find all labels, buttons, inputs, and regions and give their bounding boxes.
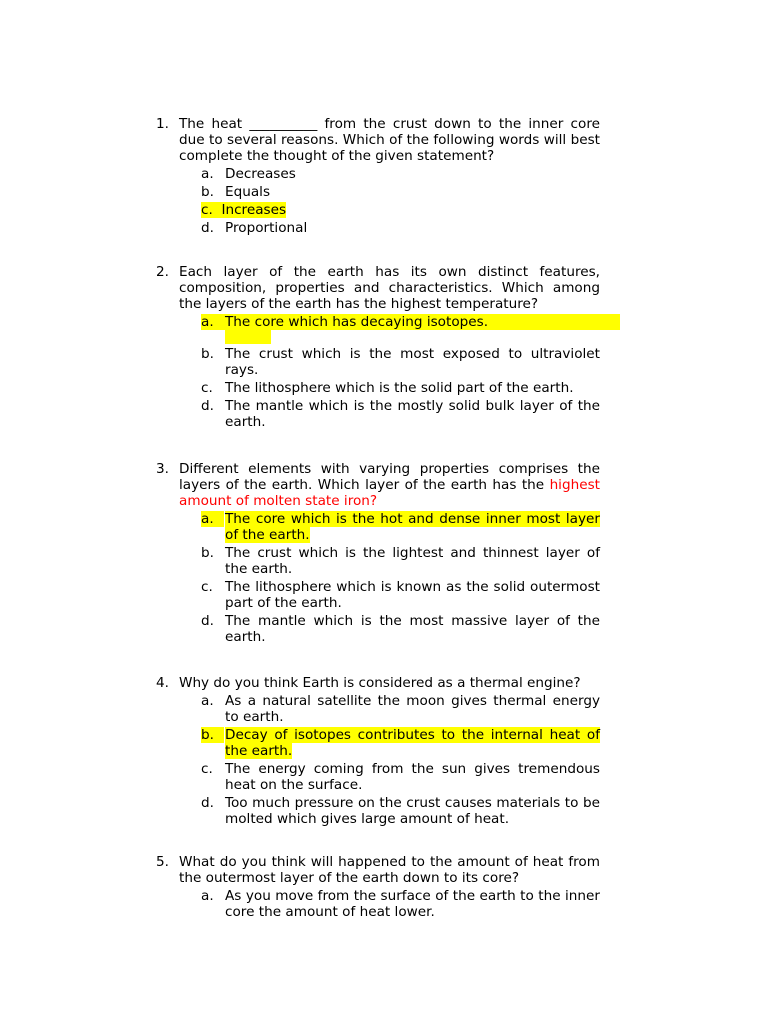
question-number: 5. [156, 854, 169, 870]
option-c: c. The lithosphere which is known as the solid outermost part of the earth. [201, 579, 600, 611]
options-list [201, 888, 600, 920]
option-c: c. The lithosphere which is the solid part of the earth. [201, 380, 574, 396]
option-b: b. The crust which is the lightest and thinnest layer of the earth. [201, 545, 600, 577]
option-text: The crust which is the lightest and thinnest layer of the earth. [225, 545, 600, 577]
option-a: a. As you move from the surface of the earth to the inner core the amount of heat lower. [201, 888, 600, 920]
red-emphasis-text: highest amount of molten state iron? [179, 477, 600, 509]
option-a-highlighted [201, 314, 600, 344]
question-text: Each layer of the earth has its own distinct features, composition, properties and characteristics. Which among the layers of the earth has the highest temperature? [179, 264, 600, 312]
option-text: As a natural satellite the moon gives thermal energy to earth. [225, 693, 600, 725]
question-number: 2. [156, 264, 169, 280]
question-text: Why do you think Earth is considered as a thermal engine? [179, 675, 581, 691]
option-text: Decreases [225, 166, 296, 182]
option-text: The mantle which is the most massive layer of the earth. [225, 613, 600, 645]
option-b: b. Equals [201, 184, 271, 200]
option-a: a. Decreases [201, 166, 296, 182]
options-list [201, 693, 600, 827]
option-text: The core which is the hot and dense inner most layer of the earth. [225, 511, 600, 543]
highlight-mark: c. Increases [201, 202, 287, 218]
option-d: d. The mantle which is the mostly solid bulk layer of the earth. [201, 398, 600, 430]
option-text: Decay of isotopes contributes to the internal heat of the earth. [225, 727, 600, 759]
question-text: Different elements with varying properties comprises the layers of the earth. Which layer of the earth has the highest amount of molten state iron? [179, 461, 600, 509]
question-1 [156, 116, 600, 238]
options-list [201, 511, 600, 645]
question-number: 1. [156, 116, 169, 132]
option-d: d. The mantle which is the most massive layer of the earth. [201, 613, 600, 645]
highlight-mark-tail [225, 330, 271, 344]
question-4 [156, 675, 600, 829]
question-5 [156, 854, 600, 922]
option-a: a. As a natural satellite the moon gives thermal energy to earth. [201, 693, 600, 725]
option-b: b. The crust which is the most exposed to ultraviolet rays. [201, 346, 600, 378]
option-text: The core which has decaying isotopes. [225, 314, 489, 330]
options-list [201, 314, 600, 430]
option-d: d. Too much pressure on the crust causes materials to be molted which gives large amount of heat. [201, 795, 600, 827]
question-number: 4. [156, 675, 169, 691]
option-a-highlighted: a. The core which is the hot and dense inner most layer of the earth. [201, 511, 600, 543]
option-text: Too much pressure on the crust causes materials to be molted which gives large amount of heat. [225, 795, 600, 827]
option-text: The mantle which is the mostly solid bulk layer of the earth. [225, 398, 600, 430]
option-text: As you move from the surface of the earth to the inner core the amount of heat lower. [225, 888, 600, 920]
question-text: What do you think will happened to the amount of heat from the outermost layer of the earth down to its core? [179, 854, 600, 886]
question-number: 3. [156, 461, 169, 477]
option-d: d. Proportional [201, 220, 308, 236]
option-text: The energy coming from the sun gives tremendous heat on the surface. [225, 761, 600, 793]
option-c: c. The energy coming from the sun gives tremendous heat on the surface. [201, 761, 600, 793]
option-b-highlighted: b. Decay of isotopes contributes to the internal heat of the earth. [201, 727, 600, 759]
option-text: Proportional [225, 220, 308, 236]
option-c-highlighted [201, 202, 600, 218]
question-2 [156, 264, 600, 432]
option-text: Equals [225, 184, 271, 200]
option-text: The crust which is the most exposed to ultraviolet rays. [225, 346, 600, 378]
question-3 [156, 461, 600, 647]
option-text: Increases [221, 202, 287, 218]
option-text: The lithosphere which is known as the solid outermost part of the earth. [225, 579, 600, 611]
highlight-mark: a. The core which has decaying isotopes. [201, 314, 620, 330]
options-list [201, 166, 600, 236]
option-text: The lithosphere which is the solid part of the earth. [225, 380, 574, 396]
question-text: The heat __________ from the crust down to the inner core due to several reasons. Which of the following words will best complete the thought of the given statement? [179, 116, 600, 164]
